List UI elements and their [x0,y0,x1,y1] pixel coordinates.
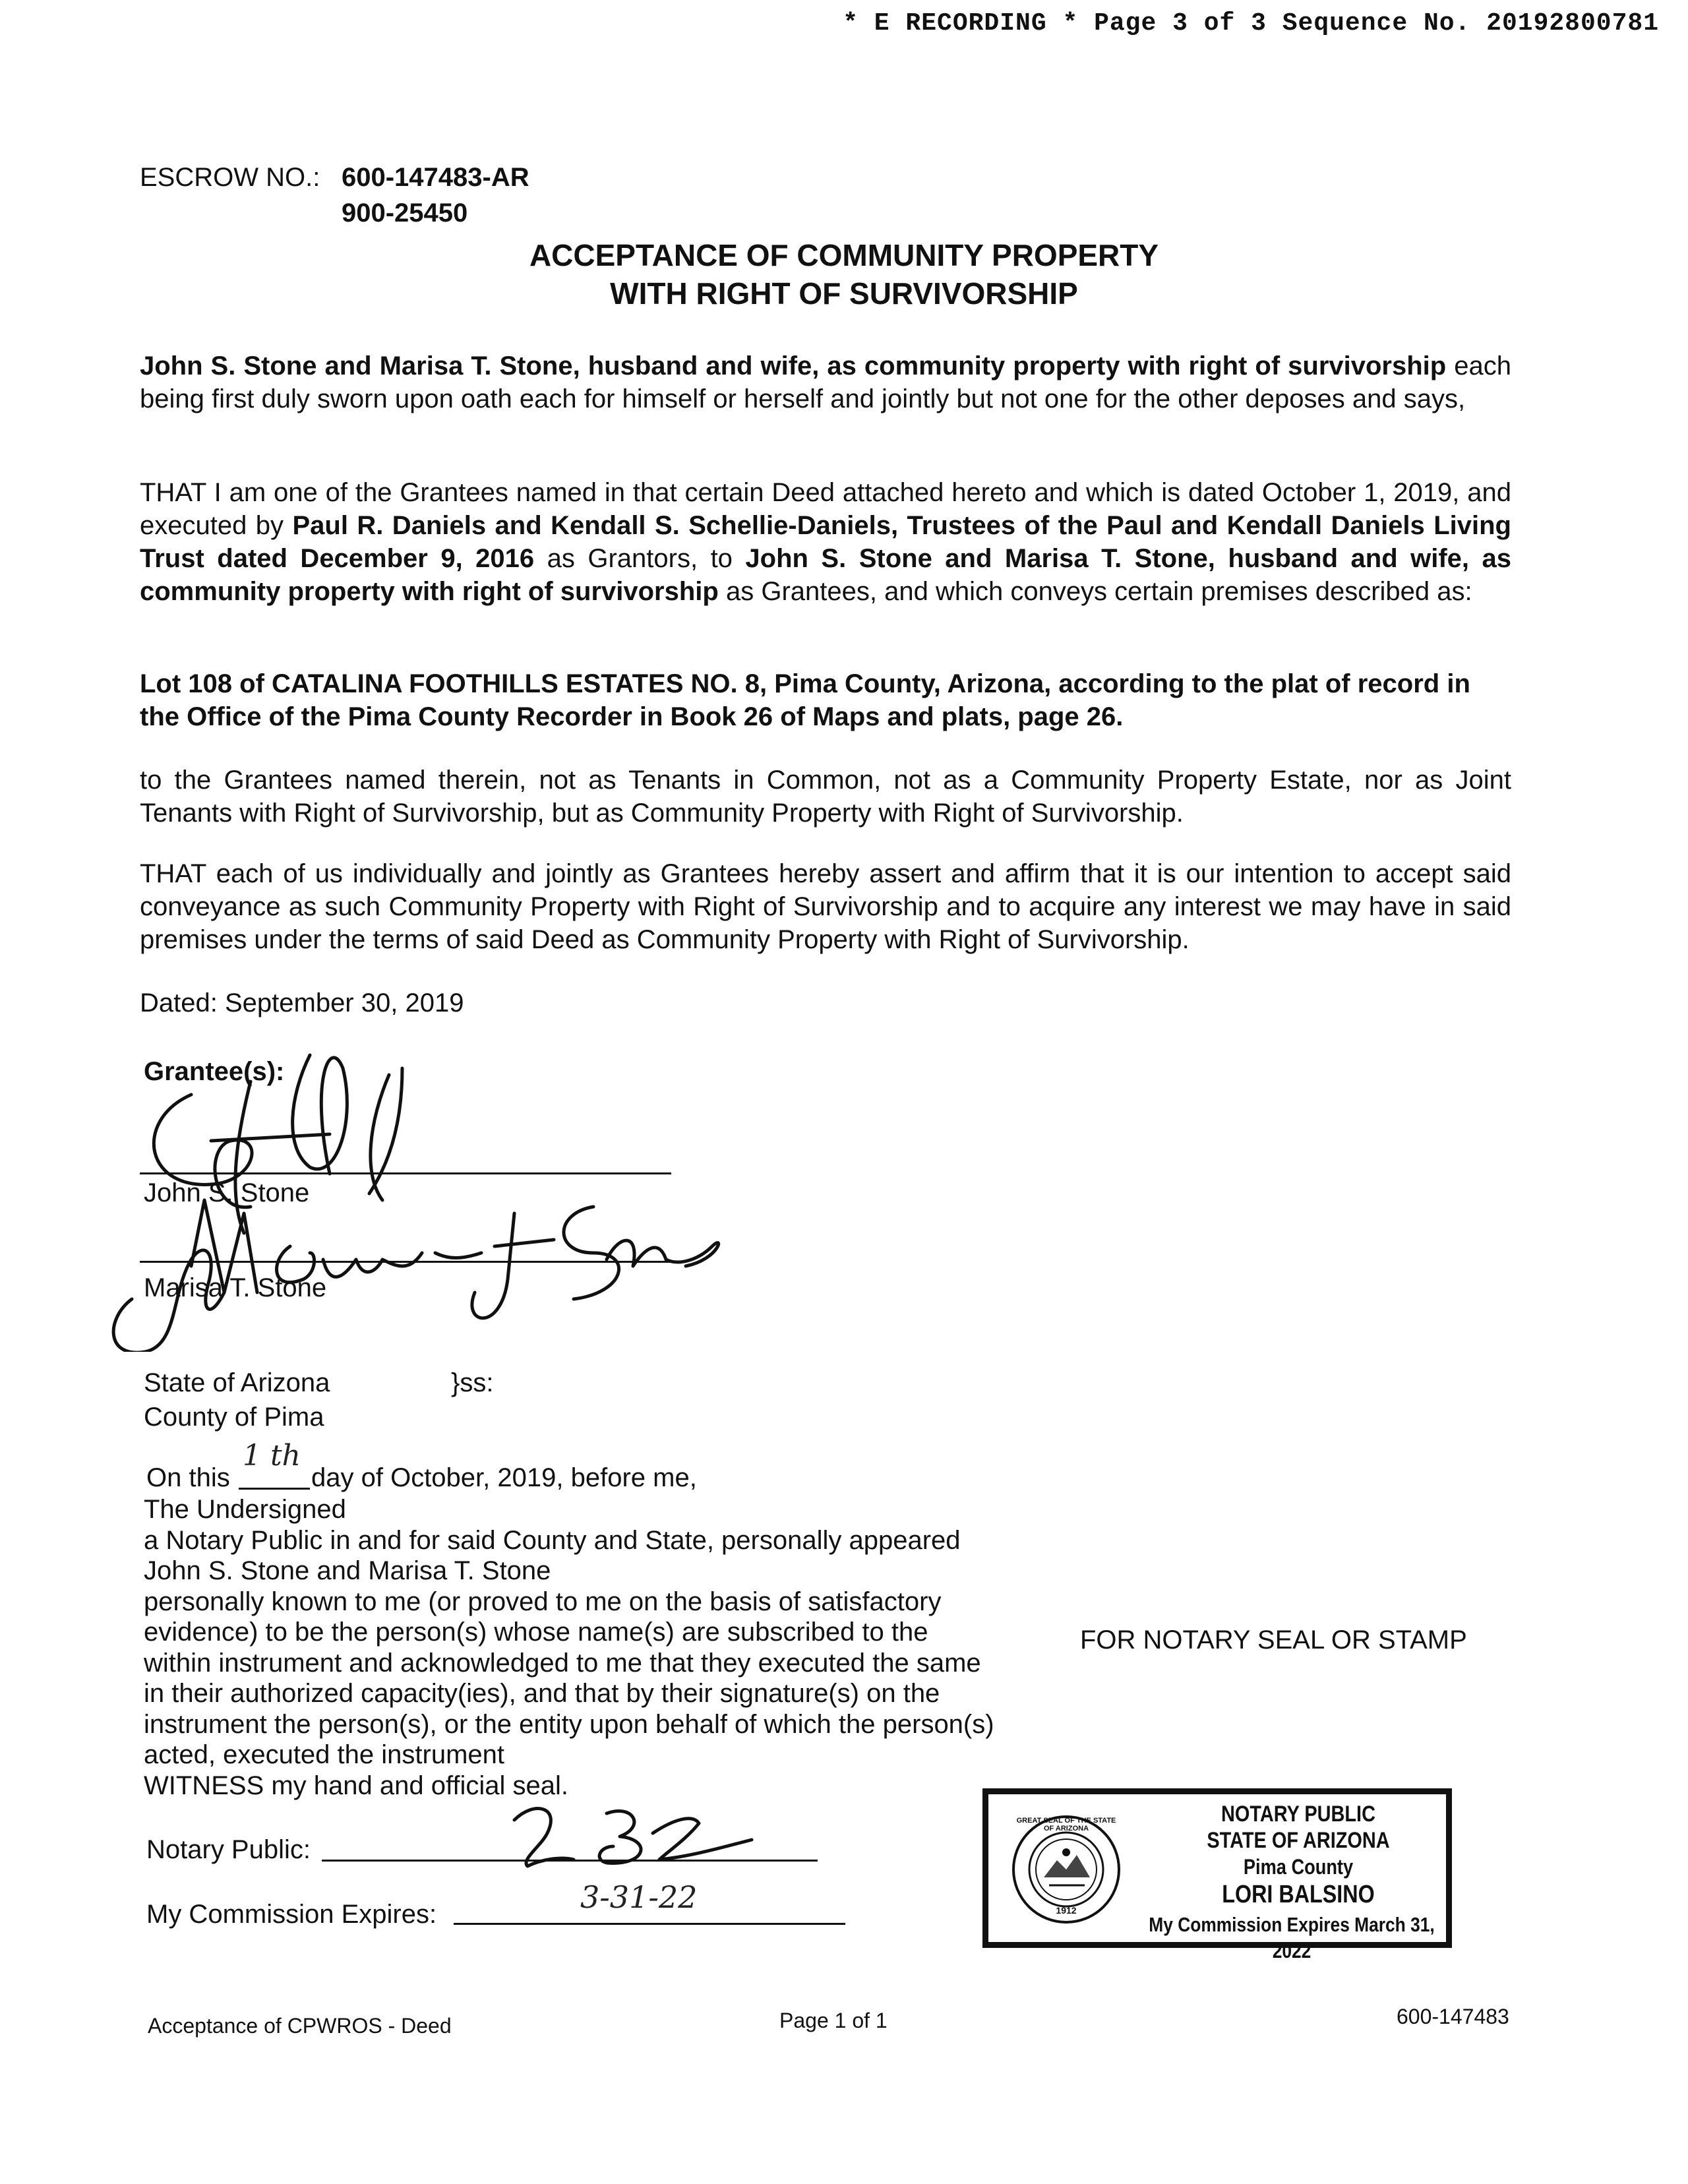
stamp-line-3: Pima County [1243,1855,1354,1879]
notary-signature [501,1794,765,1879]
paragraph-affirmation: THAT each of us individually and jointly as Grantees hereby assert and affirm that it is our intention to accept said conveyance as such Community Property with Right of Survivorship and to acquire any interest we may have in said premises under the terms of said Deed as Community Property with Right of Survivorship. [140,859,1511,954]
notary-line: evidence) to be the person(s) whose name(s) are subscribed to the [144,1618,928,1647]
grantee-name-2: Marisa T. Stone [144,1273,327,1302]
venue-county: County of Pima [144,1403,324,1432]
paragraph-deed [140,476,1511,608]
stamp-line-4: LORI BALSINO [1222,1881,1375,1908]
footer-right: 600-147483 [1397,2005,1509,2028]
notary-line: acted, executed the instrument [144,1740,504,1769]
affiants-names: John S. Stone and Marisa T. Stone, husband and wife, as community property with right of survivorship [140,351,1447,380]
grantee-signatures [92,1042,725,1352]
venue-state: State of Arizona [144,1368,330,1397]
grantors-names: Paul R. Daniels and Kendall S. Schellie-Daniels, Trustees of the Paul and Kendall Daniels Living Trust dated December 9, 2016 [140,511,1511,573]
footer-left: Acceptance of CPWROS - Deed [148,2014,452,2038]
stamp-line-5: My Commission Expires March 31, 2022 [1149,1913,1435,1962]
day-blank-line [239,1488,310,1490]
notary-line: The Undersigned [144,1495,346,1524]
day-handwritten: 1 th [243,1439,301,1472]
notary-line: WITNESS my hand and official seal. [144,1771,568,1800]
day-rest-text: day of October, 2019, before me, [311,1463,697,1492]
notary-acknowledgment [144,1494,994,1801]
seal-ring-text: GREAT SEAL OF THE STATE OF ARIZONA 1912 [1016,1817,1116,1916]
commission-handwritten: 3-31-22 [580,1879,698,1915]
notary-line: personally known to me (or proved to me on the basis of satisfactory [144,1587,942,1616]
commission-line [454,1923,845,1925]
notary-line: in their authorized capacity(ies), and that by their signature(s) on the [144,1679,940,1708]
notary-public-label: Notary Public: [146,1835,311,1864]
stamp-line-2: STATE OF ARIZONA [1207,1828,1390,1853]
recording-header: * E RECORDING * Page 3 of 3 Sequence No. 20192800781 [843,9,1659,38]
grantees-label: Grantee(s): [144,1057,285,1086]
seal-label: FOR NOTARY SEAL OR STAMP [1080,1625,1467,1654]
footer-page: Page 1 of 1 [779,2009,888,2032]
venue-ss: }ss: [451,1368,494,1397]
notary-line: a Notary Public in and for said County and State, personally appeared [144,1525,961,1555]
deed-text-2: as Grantors, to [534,544,746,573]
grantee-name-1: John S. Stone [144,1178,310,1207]
grantees-names: John S. Stone and Marisa T. Stone, husband and wife, as community property with right of survivorship [140,544,1511,606]
commission-label: My Commission Expires: [146,1900,437,1929]
paragraph-affiants [140,349,1511,415]
document-title-line-2: WITH RIGHT OF SURVIVORSHIP [610,276,1078,311]
notary-line: instrument the person(s), or the entity upon behalf of which the person(s) [144,1709,994,1739]
on-this-label: On this [146,1463,230,1492]
escrow-number-1: 600-147483-AR [342,163,529,192]
notary-line: within instrument and acknowledged to me that they executed the same [144,1648,981,1678]
escrow-label: ESCROW NO.: [140,163,320,192]
paragraph-tenancy: to the Grantees named therein, not as Tenants in Common, not as a Community Property Estate, nor as Joint Tenants with Right of Survivorship, but as Community Property with Right of Survivorship. [140,766,1511,828]
stamp-line-1: NOTARY PUBLIC [1221,1802,1375,1827]
dated-line: Dated: September 30, 2019 [140,988,464,1017]
affiants-oath: each being first duly sworn upon oath each for himself or herself and jointly but not one for the other deposes and says, [140,351,1511,413]
deed-text-1: THAT I am one of the Grantees named in that certain Deed attached hereto and which is dated October 1, 2019, and executed by [140,478,1511,540]
document-title-line-1: ACCEPTANCE OF COMMUNITY PROPERTY [529,238,1159,272]
deed-text-3: as Grantees, and which conveys certain premises described as: [718,577,1472,606]
notary-stamp [982,1788,1452,1962]
notary-line: John S. Stone and Marisa T. Stone [144,1556,551,1585]
legal-description: Lot 108 of CATALINA FOOTHILLS ESTATES NO. 8, Pima County, Arizona, according to the plat of record in the Office of the Pima County Recorder in Book 26 of Maps and plats, page 26. [140,669,1470,731]
escrow-number-2: 900-25450 [342,198,468,228]
